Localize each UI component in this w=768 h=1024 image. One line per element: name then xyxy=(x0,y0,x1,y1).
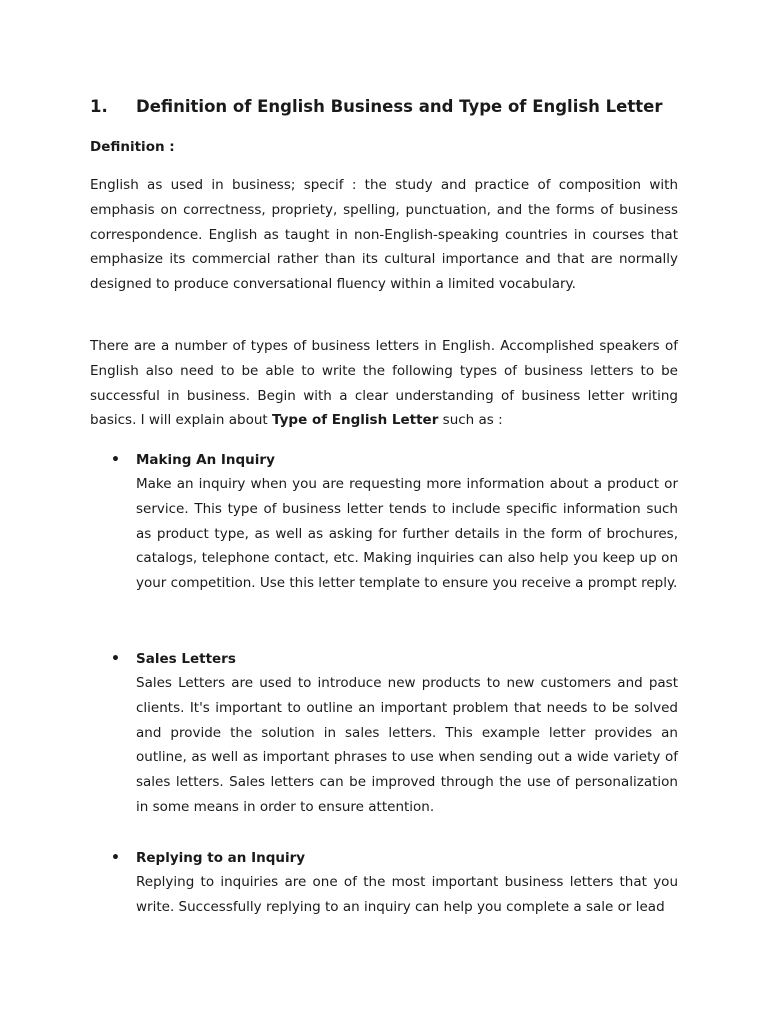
definition-label: Definition : xyxy=(90,139,175,155)
bullet-icon: • xyxy=(111,452,120,468)
heading-number: 1. xyxy=(90,97,108,116)
heading-title: Definition of English Business and Type of English Letter xyxy=(136,97,663,116)
bullet-icon: • xyxy=(111,651,120,667)
item-body-sales-letters: Sales Letters are used to introduce new products to new customers and past clients. It's important to outline an important problem that needs to be solved and provide the solution in sales letters. This example letter provides an outline, as well as important phrases to use when sending out a wide variety of sales letters. Sales letters can be improved through the use of personalization in some means in order to ensure attention. xyxy=(136,675,678,815)
intro-paragraph-text: There are a number of types of business letters in English. Accomplished speakers of English also need to be able to write the following types of business letters to be successful in business. Begin with a clear understanding of business letter writing basics. I will explain about xyxy=(90,338,678,429)
item-body-making-inquiry: Make an inquiry when you are requesting more information about a product or service. This type of business letter tends to include specific information such as product type, as well as asking for further details in the form of brochures, catalogs, telephone contact, etc. Making inquiries can also help you keep up on your competition. Use this letter template to ensure you receive a prompt reply. xyxy=(136,476,678,592)
intro-paragraph xyxy=(90,334,678,433)
definition-paragraph: English as used in business; specif : the study and practice of composition with emphasis on correctness, propriety, spelling, punctuation, and the forms of business correspondence. English as taught in non-English-speaking countries in courses that emphasize its commercial rather than its cultural importance and that are normally designed to produce conversational fluency within a limited vocabulary. xyxy=(90,177,678,293)
bullet-icon: • xyxy=(111,850,120,866)
intro-paragraph-end: such as : xyxy=(438,412,503,429)
item-body-replying-inquiry: Replying to inquiries are one of the most important business letters that you write. Successfully replying to an inquiry can help you complete a sale or lead xyxy=(136,874,678,915)
intro-paragraph-bold: Type of English Letter xyxy=(272,412,439,429)
section-heading xyxy=(90,93,710,121)
item-title-sales-letters: Sales Letters xyxy=(136,651,236,667)
item-title-making-inquiry: Making An Inquiry xyxy=(136,452,275,468)
item-title-replying-inquiry: Replying to an Inquiry xyxy=(136,850,306,866)
